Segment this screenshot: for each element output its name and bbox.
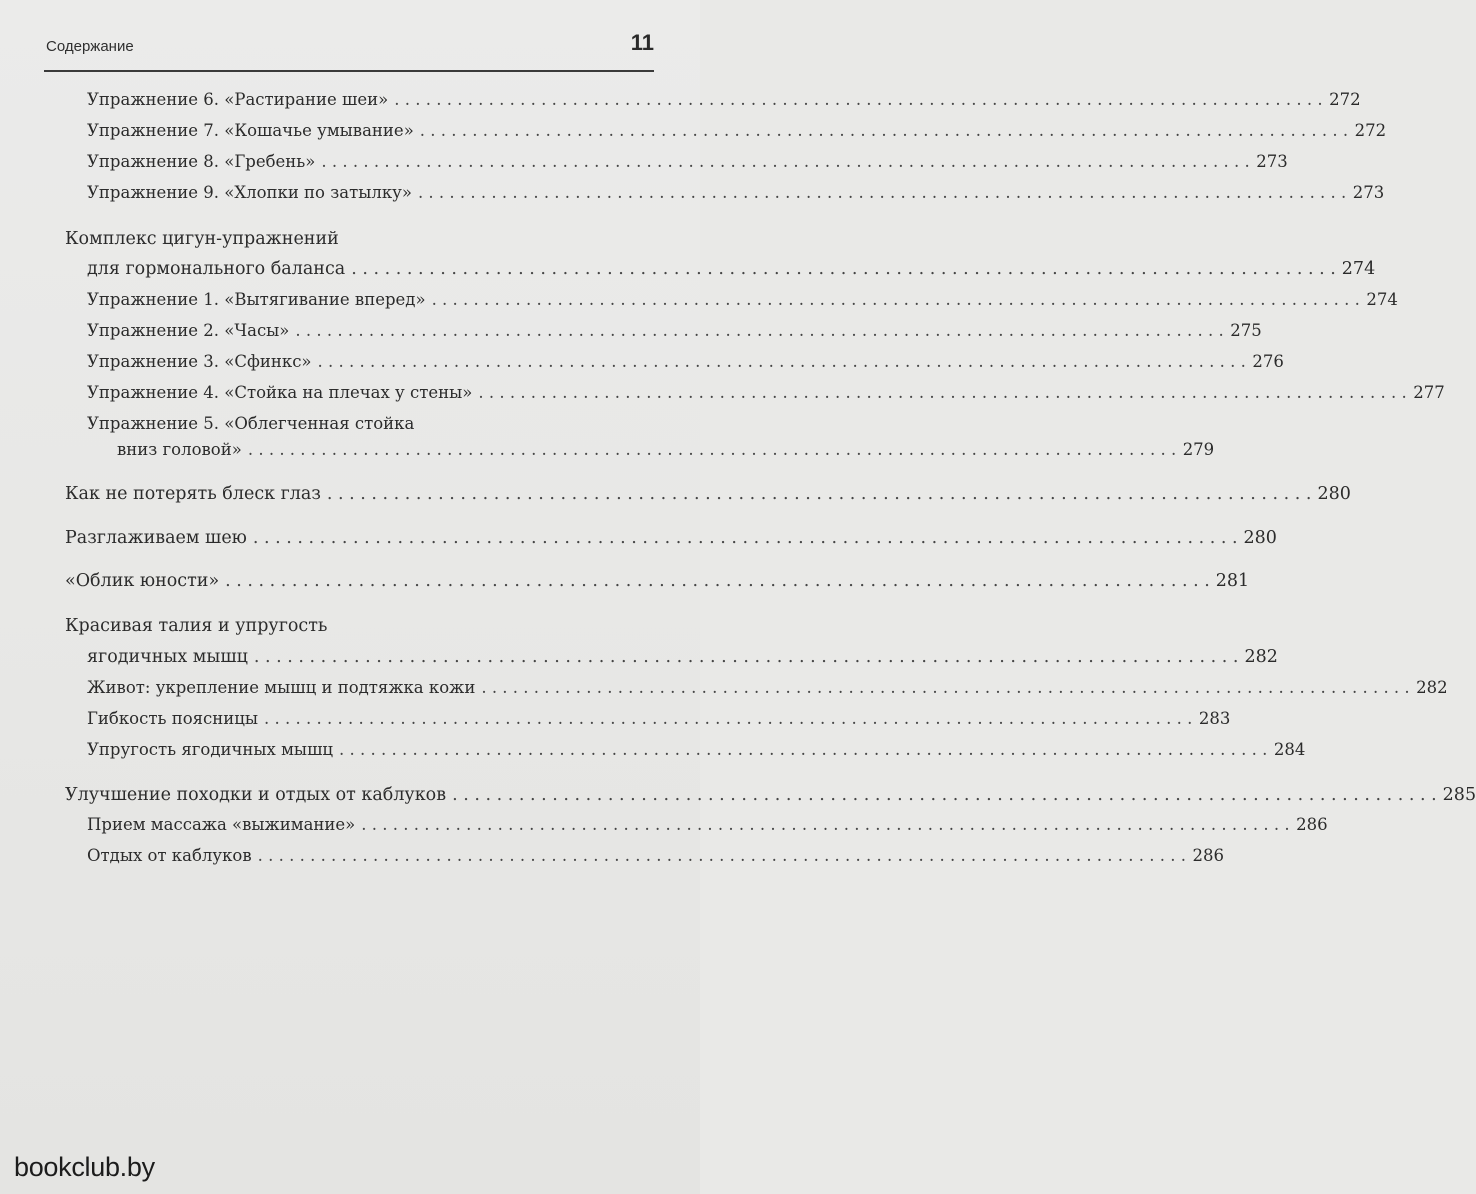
leader-dots <box>321 152 1249 171</box>
toc-entry-label: Упражнение 9. «Хлопки по затылку» <box>87 183 412 202</box>
toc-entry[interactable] <box>87 383 1445 413</box>
running-title: Содержание <box>46 38 134 55</box>
toc-entry-label: Упражнение 1. «Вытягивание вперед» <box>87 290 426 309</box>
toc-entry-label: Отдых от каблуков <box>87 846 252 865</box>
toc-entry-label-line1[interactable]: Упражнение 5. «Облегченная стойка <box>87 414 415 433</box>
toc-entry-page: 279 <box>1182 440 1215 459</box>
toc-entry[interactable] <box>87 290 1398 320</box>
toc-entry-page: 284 <box>1273 740 1306 759</box>
leader-dots <box>361 815 1289 834</box>
leader-dots <box>418 183 1346 202</box>
toc-entry-page: 272 <box>1354 121 1387 140</box>
leader-dots <box>318 352 1246 371</box>
toc-entry-label: Упражнение 3. «Сфинкс» <box>87 352 312 371</box>
leader-dots <box>327 484 1312 504</box>
toc-entry[interactable] <box>87 152 1288 182</box>
toc-section-entry[interactable] <box>65 571 1250 601</box>
toc-entry[interactable] <box>87 121 1387 151</box>
toc-entry-label: Прием массажа «выжимание» <box>87 815 356 834</box>
toc-entry-label: Упражнение 2. «Часы» <box>87 321 290 340</box>
toc-entry[interactable] <box>87 321 1262 351</box>
toc-entry-label: ягодичных мышц <box>87 647 248 667</box>
toc-entry-page: 274 <box>1341 259 1376 279</box>
toc-entry[interactable] <box>87 90 1361 120</box>
toc-entry-page: 273 <box>1352 183 1385 202</box>
leader-dots <box>478 383 1406 402</box>
leader-dots <box>339 740 1267 759</box>
leader-dots <box>258 846 1186 865</box>
leader-dots <box>351 259 1336 279</box>
toc-entry-page: 277 <box>1413 383 1445 402</box>
toc-section-entry[interactable] <box>65 484 1351 514</box>
toc-entry-label: Гибкость поясницы <box>87 709 259 728</box>
site-watermark: bookclub.by <box>14 1152 155 1182</box>
leader-dots <box>225 571 1210 591</box>
leader-dots <box>481 678 1409 697</box>
toc-entry-page: 286 <box>1192 846 1224 865</box>
leader-dots <box>264 709 1192 728</box>
toc-entry-page: 273 <box>1256 152 1288 171</box>
toc-section-entry[interactable] <box>65 785 1476 815</box>
toc-entry-page: 274 <box>1366 290 1398 309</box>
toc-entry-label: Упругость ягодичных мышц <box>87 740 334 759</box>
leader-dots <box>432 290 1360 309</box>
toc-entry-page: 280 <box>1317 484 1351 504</box>
toc-entry-label: Упражнение 7. «Кошачье умывание» <box>87 121 414 140</box>
toc-entry-page: 285 <box>1442 785 1476 805</box>
toc-entry-label: Улучшение походки и отдых от каблуков <box>65 785 447 805</box>
toc-entry-page: 282 <box>1244 647 1278 667</box>
toc-section-title[interactable]: Красивая талия и упругость <box>65 616 328 636</box>
toc-entry-label: для гормонального баланса <box>87 259 346 279</box>
leader-dots <box>253 528 1238 548</box>
toc-entry-label: вниз головой» <box>117 440 242 459</box>
toc-section-entry[interactable] <box>87 259 1376 289</box>
leader-dots <box>452 785 1437 805</box>
toc-entry-page: 275 <box>1230 321 1262 340</box>
toc-entry[interactable] <box>87 183 1385 213</box>
leader-dots <box>420 121 1348 140</box>
toc-entry-page: 283 <box>1198 709 1231 728</box>
toc-entry-page: 276 <box>1252 352 1284 371</box>
toc-entry-label: Разглаживаем шею <box>65 528 247 548</box>
toc-entry-label: Живот: укрепление мышц и подтяжка кожи <box>87 678 476 697</box>
toc-entry-label: Упражнение 8. «Гребень» <box>87 152 316 171</box>
toc-section-entry[interactable] <box>87 647 1278 677</box>
toc-entry-page: 282 <box>1416 678 1448 697</box>
toc-entry-page: 272 <box>1329 90 1361 109</box>
leader-dots <box>254 647 1239 667</box>
toc-entry[interactable] <box>87 740 1306 770</box>
leader-dots <box>394 90 1322 109</box>
toc-entry-page: 280 <box>1243 528 1277 548</box>
toc-entry[interactable] <box>87 678 1448 708</box>
leader-dots <box>295 321 1223 340</box>
toc-entry-label: Упражнение 6. «Растирание шеи» <box>87 90 389 109</box>
toc-entry[interactable] <box>87 352 1284 382</box>
toc-entry-label: «Облик юности» <box>65 571 220 591</box>
toc-section-title[interactable]: Комплекс цигун-упражнений <box>65 229 339 249</box>
toc-entry-page: 286 <box>1296 815 1328 834</box>
toc-entry[interactable] <box>87 815 1328 845</box>
page-number: 11 <box>630 30 654 55</box>
toc-entry-page: 281 <box>1215 571 1250 591</box>
leader-dots <box>248 440 1176 459</box>
toc-entry[interactable] <box>87 709 1231 739</box>
toc-entry-label: Как не потерять блеск глаз <box>65 484 321 504</box>
toc-entry[interactable] <box>87 846 1224 876</box>
toc-entry-label: Упражнение 4. «Стойка на плечах у стены» <box>87 383 473 402</box>
toc-entry[interactable] <box>117 440 1215 470</box>
toc-section-entry[interactable] <box>65 528 1277 558</box>
